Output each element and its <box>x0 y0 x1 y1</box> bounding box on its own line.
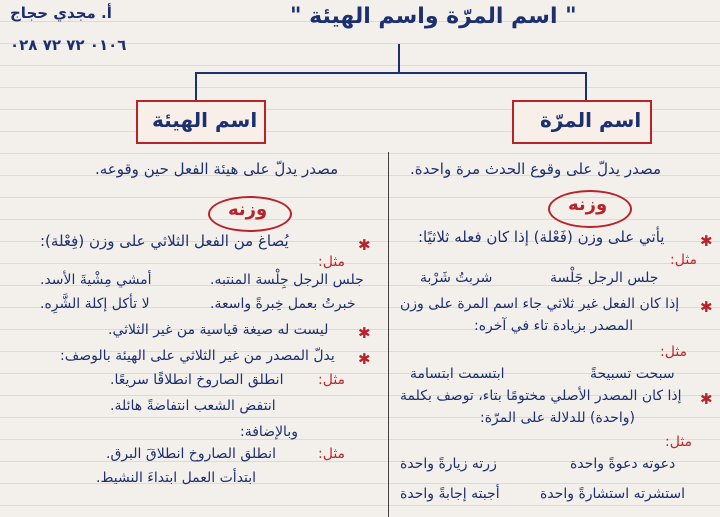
right-ex1b: شربتُ شَرْبة <box>420 270 493 286</box>
left-example-label2: مثل: <box>318 372 346 388</box>
left-definition: مصدر يدلّ على هيئة الفعل حين وقوعه. <box>95 160 339 178</box>
left-rule3: يدلّ المصدر من غير الثلاثي على الهيئة بالوصف: <box>60 348 335 364</box>
right-wazn: وزنه <box>568 194 608 215</box>
tree-branch <box>195 72 587 74</box>
star-bullet-icon: ✱ <box>358 236 371 254</box>
left-example-label3: مثل: <box>318 446 346 462</box>
page-title: " اسم المرّة واسم الهيئة " <box>290 4 577 29</box>
star-bullet-icon: ✱ <box>700 232 713 250</box>
right-ex1a: جلس الرجل جَلْسة <box>550 270 659 286</box>
right-ex3b: زرته زيارةً واحدة <box>400 456 497 472</box>
left-rule4: وبالإضافة: <box>240 424 298 440</box>
left-ex1c: خبرتُ بعمل خِبرةً واسعة. <box>210 296 356 312</box>
left-box-title: اسم الهيئة <box>152 108 258 132</box>
right-ex3a: دعوته دعوةً واحدة <box>570 456 676 472</box>
right-definition: مصدر يدلّ على وقوع الحدث مرة واحدة. <box>410 160 662 178</box>
right-rule2b: المصدر بزيادة تاء في آخره: <box>474 318 634 334</box>
left-ex1b: أمشي مِشْيةَ الأسد. <box>40 272 152 288</box>
right-box-title: اسم المرّة <box>540 108 642 132</box>
tree-stem <box>398 44 400 72</box>
right-rule2a: إذا كان الفعل غير ثلاثي جاء اسم المرة على وزن <box>400 296 680 312</box>
column-divider <box>388 152 389 517</box>
author-phone: ٠١٠٦ ٧٢ ٧٢ ٠٢٨ <box>10 36 127 54</box>
tree-right-drop <box>585 72 587 102</box>
tree-left-drop <box>195 72 197 102</box>
star-bullet-icon: ✱ <box>358 324 371 342</box>
right-example-label: مثل: <box>670 252 698 268</box>
right-ex3d: أجبته إجابةً واحدة <box>400 486 500 502</box>
left-rule1: يُصاغ من الفعل الثلاثي على وزن (فِعْلة): <box>40 232 289 250</box>
right-ex2a: سبحت تسبيحةً <box>590 366 675 382</box>
left-ex1d: لا تأكل إكلة الشَّرِه. <box>40 296 150 312</box>
left-ex3b: ابتدأت العمل ابتداءَ النشيط. <box>96 470 257 486</box>
star-bullet-icon: ✱ <box>700 390 713 408</box>
left-ex1a: جلس الرجل جِلْسة المنتبه. <box>210 272 364 288</box>
author-name: أ. مجدي حجاج <box>10 4 112 22</box>
right-rule1: يأتي على وزن (فَعْلة) إذا كان فعله ثلاثيًا: <box>418 228 665 246</box>
left-wazn: وزنه <box>228 199 268 220</box>
left-ex2b: انتفض الشعب انتفاضةً هائلة. <box>110 398 276 414</box>
right-example-label2: مثل: <box>660 344 688 360</box>
star-bullet-icon: ✱ <box>358 350 371 368</box>
left-ex2a: انطلق الصاروخ انطلاقًا سريعًا. <box>110 372 284 388</box>
right-example-label3: مثل: <box>665 434 693 450</box>
right-rule3a: إذا كان المصدر الأصلي مختومًا بتاء، توصف بكلمة <box>400 388 682 404</box>
right-ex3c: استشرته استشارةً واحدة <box>540 486 686 502</box>
right-ex2b: ابتسمت ابتسامة <box>410 366 505 382</box>
right-rule3b: (واحدة) للدلالة على المرّة: <box>480 410 635 426</box>
left-example-label: مثل: <box>318 254 346 270</box>
left-ex3a: انطلق الصاروخ انطلاقَ البرق. <box>106 446 276 462</box>
left-rule2: ليست له صيغة قياسية من غير الثلاثي. <box>108 322 329 338</box>
star-bullet-icon: ✱ <box>700 298 713 316</box>
